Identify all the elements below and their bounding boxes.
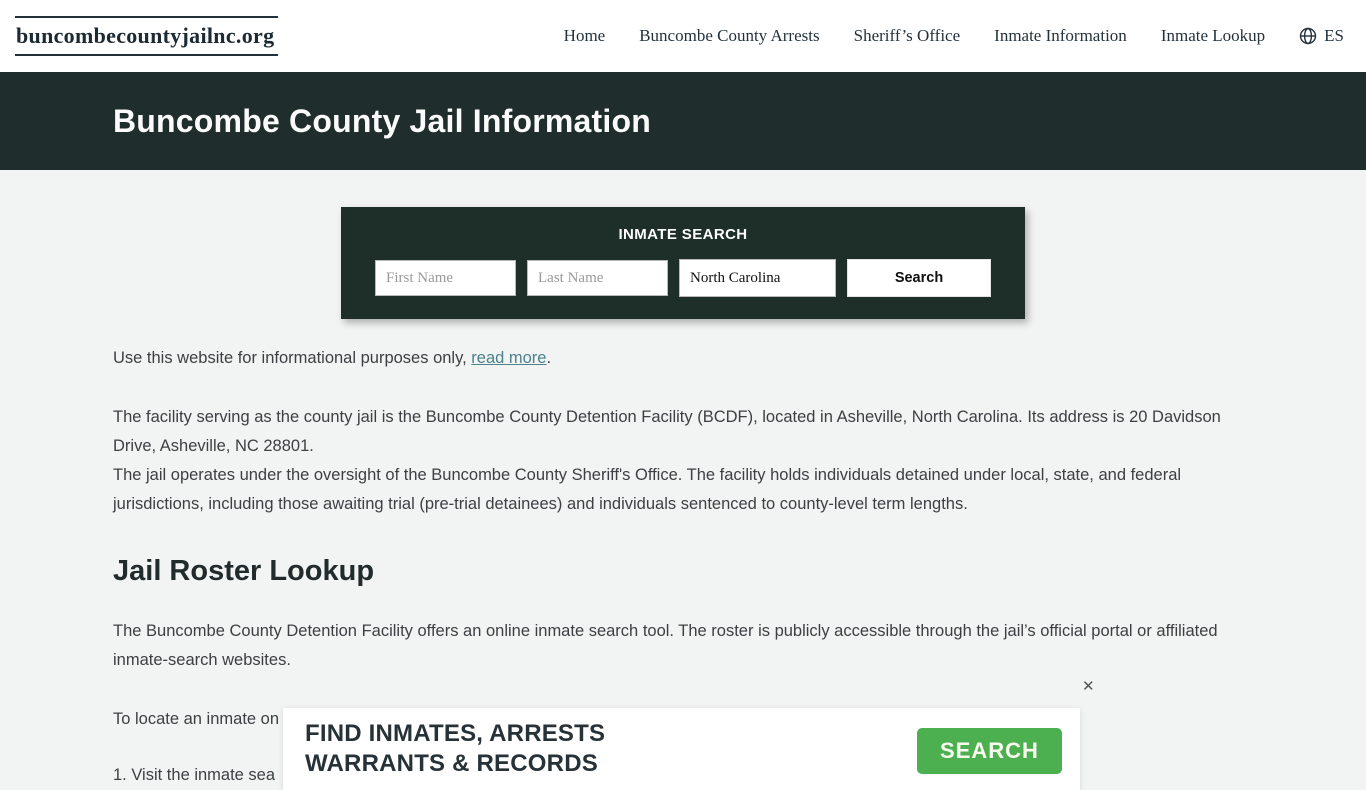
disclaimer-suffix: . [546, 349, 552, 367]
globe-icon [1299, 27, 1317, 45]
last-name-input[interactable] [527, 260, 668, 296]
read-more-link[interactable]: read more [471, 349, 547, 367]
main-nav [564, 26, 1344, 46]
nav-item-inmate-lookup[interactable]: Inmate Lookup [1160, 26, 1266, 45]
language-switcher[interactable] [1299, 26, 1344, 46]
inmate-search-button[interactable]: Search [847, 259, 991, 297]
inmate-search-form [341, 259, 1025, 297]
ad-headline-line1: FIND INMATES, ARRESTS [305, 720, 606, 747]
nav-item-home[interactable]: Home [563, 26, 606, 45]
page-title: Buncombe County Jail Information [113, 102, 651, 139]
roster-step-1: 1. Visit the inmate sea [113, 766, 276, 784]
nav-item-inmate-information[interactable]: Inmate Information [994, 26, 1127, 45]
locate-paragraph: To locate an inmate on [113, 710, 280, 728]
hero-band [0, 72, 1366, 170]
state-select[interactable] [679, 259, 836, 297]
nav-item-sheriffs-office[interactable]: Sheriff’s Office [853, 26, 961, 45]
jail-roster-lookup-heading: Jail Roster Lookup [113, 555, 375, 587]
inmate-search-title: INMATE SEARCH [618, 226, 748, 243]
ad-banner [283, 708, 1080, 790]
first-name-input[interactable] [375, 260, 516, 296]
facility-paragraph: The facility serving as the county jail is the Buncombe County Detention Facility (BCDF), located in Asheville, North Carolina. Its address is 20 Davidson Drive, Asheville, NC 28801. [113, 408, 1221, 455]
ad-close-icon[interactable]: ✕ [1082, 678, 1095, 695]
nav-item-buncombe-county-arrests[interactable]: Buncombe County Arrests [639, 26, 820, 45]
language-label: ES [1324, 26, 1344, 45]
site-logo[interactable]: buncombecountyjailnc.org [15, 16, 278, 56]
disclaimer-prefix: Use this website for informational purposes only, [113, 349, 472, 367]
site-header [0, 0, 1366, 72]
roster-paragraph: The Buncombe County Detention Facility offers an online inmate search tool. The roster is publicly accessible through the jail’s official portal or affiliated inmate-search websites. [113, 622, 1218, 669]
oversight-paragraph: The jail operates under the oversight of the Buncombe County Sheriff's Office. The facility holds individuals detained under local, state, and federal jurisdictions, including those awaiting trial (pre-trial detainees) and individuals sentenced to county-level term lengths. [113, 466, 1182, 513]
ad-headline-line2: WARRANTS & RECORDS [305, 750, 598, 777]
ad-search-button[interactable]: SEARCH [917, 728, 1062, 774]
inmate-search-panel [341, 207, 1025, 319]
disclaimer-text [113, 344, 1253, 373]
ad-headline [283, 719, 605, 779]
